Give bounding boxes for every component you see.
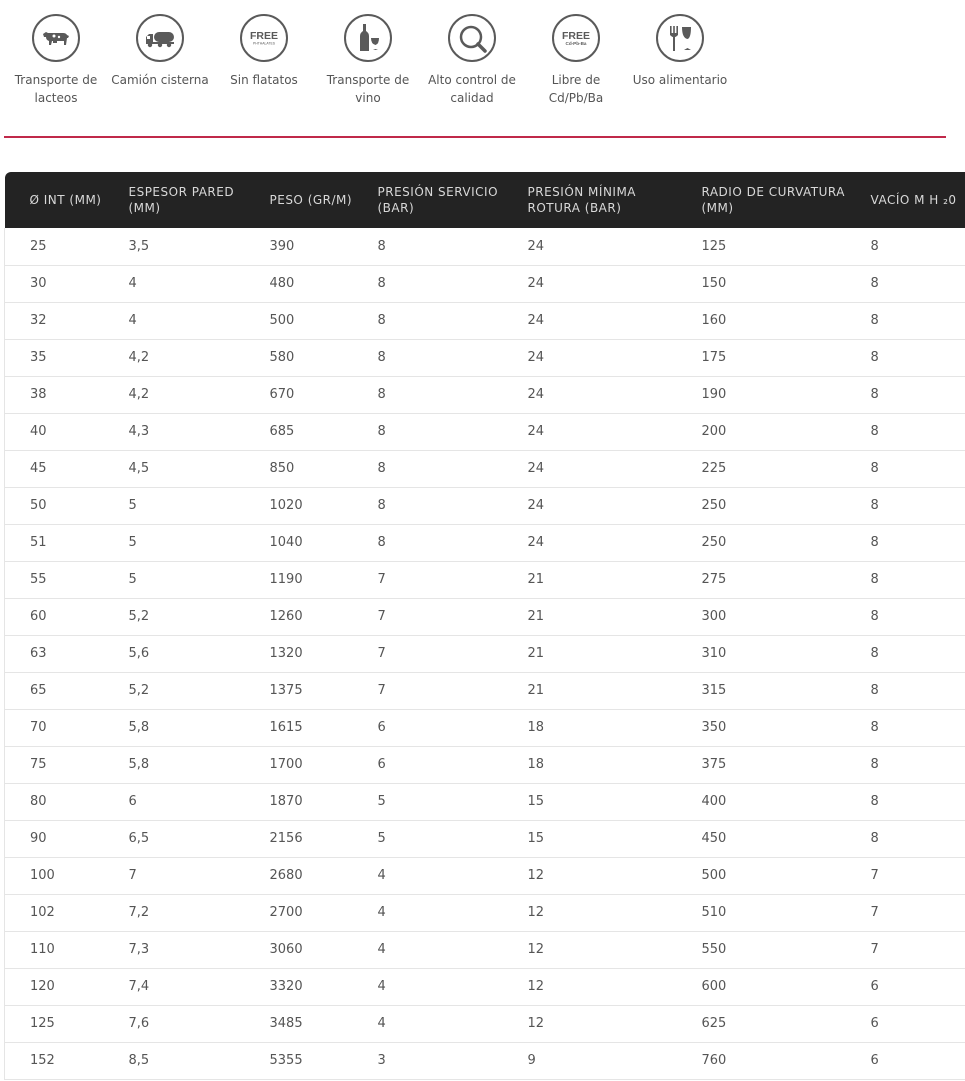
cell-inner-diameter: 90 [5, 820, 104, 857]
cell-vacuum: 8 [846, 672, 965, 709]
feature-label: Uso alimentario [632, 73, 728, 87]
cell-weight: 2700 [245, 894, 353, 931]
cell-bend-radius: 275 [677, 561, 846, 598]
cell-inner-diameter: 102 [5, 894, 104, 931]
cell-wall-thickness: 5 [104, 524, 245, 561]
table-row [5, 1042, 965, 1079]
cell-working-pressure: 6 [353, 709, 503, 746]
feature-label: Transporte de lacteos [14, 73, 98, 105]
cell-wall-thickness: 5,2 [104, 598, 245, 635]
feature-phthalate-free [212, 14, 316, 107]
cell-working-pressure: 4 [353, 857, 503, 894]
cell-inner-diameter: 120 [5, 968, 104, 1005]
cell-working-pressure: 8 [353, 487, 503, 524]
cell-wall-thickness: 8,5 [104, 1042, 245, 1079]
cell-bend-radius: 250 [677, 487, 846, 524]
cell-weight: 1700 [245, 746, 353, 783]
table-header-row [5, 172, 965, 228]
cell-burst-pressure: 24 [503, 376, 677, 413]
cell-working-pressure: 8 [353, 265, 503, 302]
cell-working-pressure: 4 [353, 894, 503, 931]
cell-vacuum: 8 [846, 339, 965, 376]
cell-weight: 1040 [245, 524, 353, 561]
table-body [5, 228, 965, 1079]
cell-working-pressure: 8 [353, 524, 503, 561]
cell-burst-pressure: 18 [503, 709, 677, 746]
cell-vacuum: 8 [846, 820, 965, 857]
cell-inner-diameter: 45 [5, 450, 104, 487]
cell-weight: 2680 [245, 857, 353, 894]
badge-sub-text: PHTHALATES [253, 41, 275, 46]
cell-inner-diameter: 100 [5, 857, 104, 894]
tanker-truck-icon [136, 14, 184, 62]
cell-bend-radius: 175 [677, 339, 846, 376]
feature-label: Camión cisterna [111, 73, 209, 87]
cell-burst-pressure: 12 [503, 1005, 677, 1042]
cell-burst-pressure: 9 [503, 1042, 677, 1079]
cell-bend-radius: 510 [677, 894, 846, 931]
cell-wall-thickness: 4 [104, 265, 245, 302]
cell-vacuum: 8 [846, 709, 965, 746]
cell-inner-diameter: 55 [5, 561, 104, 598]
cell-working-pressure: 4 [353, 1005, 503, 1042]
cell-burst-pressure: 21 [503, 635, 677, 672]
cell-vacuum: 8 [846, 746, 965, 783]
cell-weight: 3060 [245, 931, 353, 968]
cell-working-pressure: 8 [353, 339, 503, 376]
cell-wall-thickness: 7,3 [104, 931, 245, 968]
table-row [5, 820, 965, 857]
cell-working-pressure: 5 [353, 783, 503, 820]
cell-weight: 850 [245, 450, 353, 487]
cell-wall-thickness: 4,5 [104, 450, 245, 487]
cell-inner-diameter: 50 [5, 487, 104, 524]
cell-wall-thickness: 4,2 [104, 339, 245, 376]
cell-wall-thickness: 5 [104, 561, 245, 598]
cell-inner-diameter: 80 [5, 783, 104, 820]
cell-vacuum: 7 [846, 931, 965, 968]
cow-icon [32, 14, 80, 62]
cell-wall-thickness: 5,6 [104, 635, 245, 672]
cell-working-pressure: 4 [353, 931, 503, 968]
cell-weight: 1190 [245, 561, 353, 598]
cell-working-pressure: 7 [353, 561, 503, 598]
cell-burst-pressure: 18 [503, 746, 677, 783]
cell-working-pressure: 4 [353, 968, 503, 1005]
cell-bend-radius: 315 [677, 672, 846, 709]
cell-vacuum: 8 [846, 228, 965, 265]
badge-main-text: FREE [561, 30, 591, 42]
cell-burst-pressure: 21 [503, 672, 677, 709]
cell-inner-diameter: 110 [5, 931, 104, 968]
table-row [5, 302, 965, 339]
cell-inner-diameter: 60 [5, 598, 104, 635]
cell-bend-radius: 300 [677, 598, 846, 635]
cell-burst-pressure: 12 [503, 894, 677, 931]
cell-vacuum: 7 [846, 857, 965, 894]
feature-quality-control [420, 14, 524, 107]
cell-weight: 670 [245, 376, 353, 413]
quality-magnifier-icon [448, 14, 496, 62]
cell-vacuum: 8 [846, 561, 965, 598]
cell-burst-pressure: 12 [503, 857, 677, 894]
cell-vacuum: 8 [846, 450, 965, 487]
cell-working-pressure: 3 [353, 1042, 503, 1079]
free-phthalates-icon [240, 14, 288, 62]
table-row [5, 339, 965, 376]
cell-wall-thickness: 3,5 [104, 228, 245, 265]
cell-vacuum: 8 [846, 265, 965, 302]
header-vacuum: VACÍO M H ₂0 [846, 172, 965, 228]
free-cd-pb-ba-icon [552, 14, 600, 62]
header-wall-thickness: ESPESOR PARED (MM) [104, 172, 245, 228]
cell-working-pressure: 8 [353, 450, 503, 487]
cell-inner-diameter: 65 [5, 672, 104, 709]
table-row [5, 968, 965, 1005]
cell-bend-radius: 550 [677, 931, 846, 968]
cell-weight: 580 [245, 339, 353, 376]
fork-glass-food-icon [656, 14, 704, 62]
feature-label: Sin flatatos [230, 73, 298, 87]
cell-working-pressure: 8 [353, 413, 503, 450]
cell-weight: 1320 [245, 635, 353, 672]
cell-inner-diameter: 125 [5, 1005, 104, 1042]
cell-bend-radius: 600 [677, 968, 846, 1005]
cell-vacuum: 6 [846, 1042, 965, 1079]
table-row [5, 376, 965, 413]
cell-inner-diameter: 40 [5, 413, 104, 450]
cell-weight: 1375 [245, 672, 353, 709]
cell-wall-thickness: 5 [104, 487, 245, 524]
cell-wall-thickness: 4,3 [104, 413, 245, 450]
cell-working-pressure: 7 [353, 672, 503, 709]
table-row [5, 931, 965, 968]
cell-bend-radius: 760 [677, 1042, 846, 1079]
wine-bottle-glass-icon [344, 14, 392, 62]
cell-vacuum: 8 [846, 524, 965, 561]
feature-icons-row [4, 14, 732, 107]
table-row [5, 672, 965, 709]
cell-vacuum: 8 [846, 783, 965, 820]
table-row [5, 487, 965, 524]
cell-wall-thickness: 7,4 [104, 968, 245, 1005]
section-divider [4, 136, 946, 138]
feature-heavy-metal-free [524, 14, 628, 107]
cell-wall-thickness: 6,5 [104, 820, 245, 857]
table-row [5, 635, 965, 672]
cell-inner-diameter: 75 [5, 746, 104, 783]
cell-bend-radius: 625 [677, 1005, 846, 1042]
cell-working-pressure: 5 [353, 820, 503, 857]
cell-wall-thickness: 7,2 [104, 894, 245, 931]
cell-working-pressure: 6 [353, 746, 503, 783]
cell-weight: 480 [245, 265, 353, 302]
table-row [5, 894, 965, 931]
table-row [5, 561, 965, 598]
cell-vacuum: 8 [846, 598, 965, 635]
cell-weight: 500 [245, 302, 353, 339]
cell-weight: 685 [245, 413, 353, 450]
table-row [5, 228, 965, 265]
cell-weight: 1260 [245, 598, 353, 635]
cell-working-pressure: 8 [353, 376, 503, 413]
cell-weight: 5355 [245, 1042, 353, 1079]
cell-inner-diameter: 25 [5, 228, 104, 265]
cell-burst-pressure: 15 [503, 783, 677, 820]
cell-inner-diameter: 30 [5, 265, 104, 302]
cell-bend-radius: 310 [677, 635, 846, 672]
cell-burst-pressure: 15 [503, 820, 677, 857]
feature-food-use [628, 14, 732, 107]
cell-inner-diameter: 152 [5, 1042, 104, 1079]
cell-inner-diameter: 32 [5, 302, 104, 339]
cell-inner-diameter: 35 [5, 339, 104, 376]
cell-vacuum: 6 [846, 968, 965, 1005]
header-bend-radius: RADIO DE CURVATURA (MM) [677, 172, 846, 228]
cell-bend-radius: 225 [677, 450, 846, 487]
cell-burst-pressure: 12 [503, 968, 677, 1005]
header-burst-pressure: PRESIÓN MÍNIMA ROTURA (BAR) [503, 172, 677, 228]
cell-working-pressure: 8 [353, 302, 503, 339]
cell-bend-radius: 350 [677, 709, 846, 746]
header-working-pressure: PRESIÓN SERVICIO (BAR) [353, 172, 503, 228]
badge-sub-text: Cd-Pb-Ba [565, 41, 587, 46]
badge-main-text: FREE [249, 30, 279, 42]
cell-burst-pressure: 24 [503, 339, 677, 376]
cell-weight: 1870 [245, 783, 353, 820]
spec-table-container[interactable] [4, 172, 957, 1080]
cell-bend-radius: 190 [677, 376, 846, 413]
cell-vacuum: 6 [846, 1005, 965, 1042]
table-row [5, 413, 965, 450]
cell-weight: 1020 [245, 487, 353, 524]
feature-label: Libre de Cd/Pb/Ba [548, 73, 604, 105]
cell-burst-pressure: 21 [503, 561, 677, 598]
cell-burst-pressure: 24 [503, 524, 677, 561]
cell-bend-radius: 250 [677, 524, 846, 561]
cell-bend-radius: 375 [677, 746, 846, 783]
table-row [5, 265, 965, 302]
cell-bend-radius: 200 [677, 413, 846, 450]
cell-inner-diameter: 70 [5, 709, 104, 746]
cell-wall-thickness: 5,8 [104, 746, 245, 783]
cell-wall-thickness: 4 [104, 302, 245, 339]
feature-tanker-truck [108, 14, 212, 107]
cell-bend-radius: 450 [677, 820, 846, 857]
cell-weight: 3320 [245, 968, 353, 1005]
cell-burst-pressure: 24 [503, 265, 677, 302]
table-row [5, 524, 965, 561]
cell-inner-diameter: 38 [5, 376, 104, 413]
cell-working-pressure: 7 [353, 635, 503, 672]
cell-burst-pressure: 24 [503, 228, 677, 265]
cell-burst-pressure: 24 [503, 413, 677, 450]
table-row [5, 783, 965, 820]
cell-inner-diameter: 51 [5, 524, 104, 561]
cell-working-pressure: 7 [353, 598, 503, 635]
cell-wall-thickness: 5,8 [104, 709, 245, 746]
cell-bend-radius: 500 [677, 857, 846, 894]
header-weight: PESO (GR/M) [245, 172, 353, 228]
cell-burst-pressure: 24 [503, 487, 677, 524]
cell-wall-thickness: 7,6 [104, 1005, 245, 1042]
cell-burst-pressure: 12 [503, 931, 677, 968]
cell-wall-thickness: 6 [104, 783, 245, 820]
cell-vacuum: 8 [846, 302, 965, 339]
cell-vacuum: 8 [846, 635, 965, 672]
feature-wine-transport [316, 14, 420, 107]
cell-wall-thickness: 5,2 [104, 672, 245, 709]
cell-weight: 1615 [245, 709, 353, 746]
table-row [5, 746, 965, 783]
table-row [5, 598, 965, 635]
cell-bend-radius: 400 [677, 783, 846, 820]
cell-working-pressure: 8 [353, 228, 503, 265]
cell-weight: 3485 [245, 1005, 353, 1042]
cell-vacuum: 8 [846, 376, 965, 413]
feature-dairy-transport [4, 14, 108, 107]
cell-bend-radius: 150 [677, 265, 846, 302]
cell-burst-pressure: 24 [503, 302, 677, 339]
cell-wall-thickness: 7 [104, 857, 245, 894]
cell-burst-pressure: 21 [503, 598, 677, 635]
table-row [5, 1005, 965, 1042]
cell-weight: 2156 [245, 820, 353, 857]
cell-bend-radius: 160 [677, 302, 846, 339]
cell-vacuum: 8 [846, 487, 965, 524]
cell-wall-thickness: 4,2 [104, 376, 245, 413]
spec-table [4, 172, 965, 1080]
table-row [5, 857, 965, 894]
feature-label: Transporte de vino [326, 73, 410, 105]
header-inner-diameter: Ø INT (MM) [5, 172, 104, 228]
table-row [5, 709, 965, 746]
cell-vacuum: 8 [846, 413, 965, 450]
feature-label: Alto control de calidad [428, 73, 516, 105]
cell-weight: 390 [245, 228, 353, 265]
table-row [5, 450, 965, 487]
cell-vacuum: 7 [846, 894, 965, 931]
cell-inner-diameter: 63 [5, 635, 104, 672]
cell-burst-pressure: 24 [503, 450, 677, 487]
cell-bend-radius: 125 [677, 228, 846, 265]
